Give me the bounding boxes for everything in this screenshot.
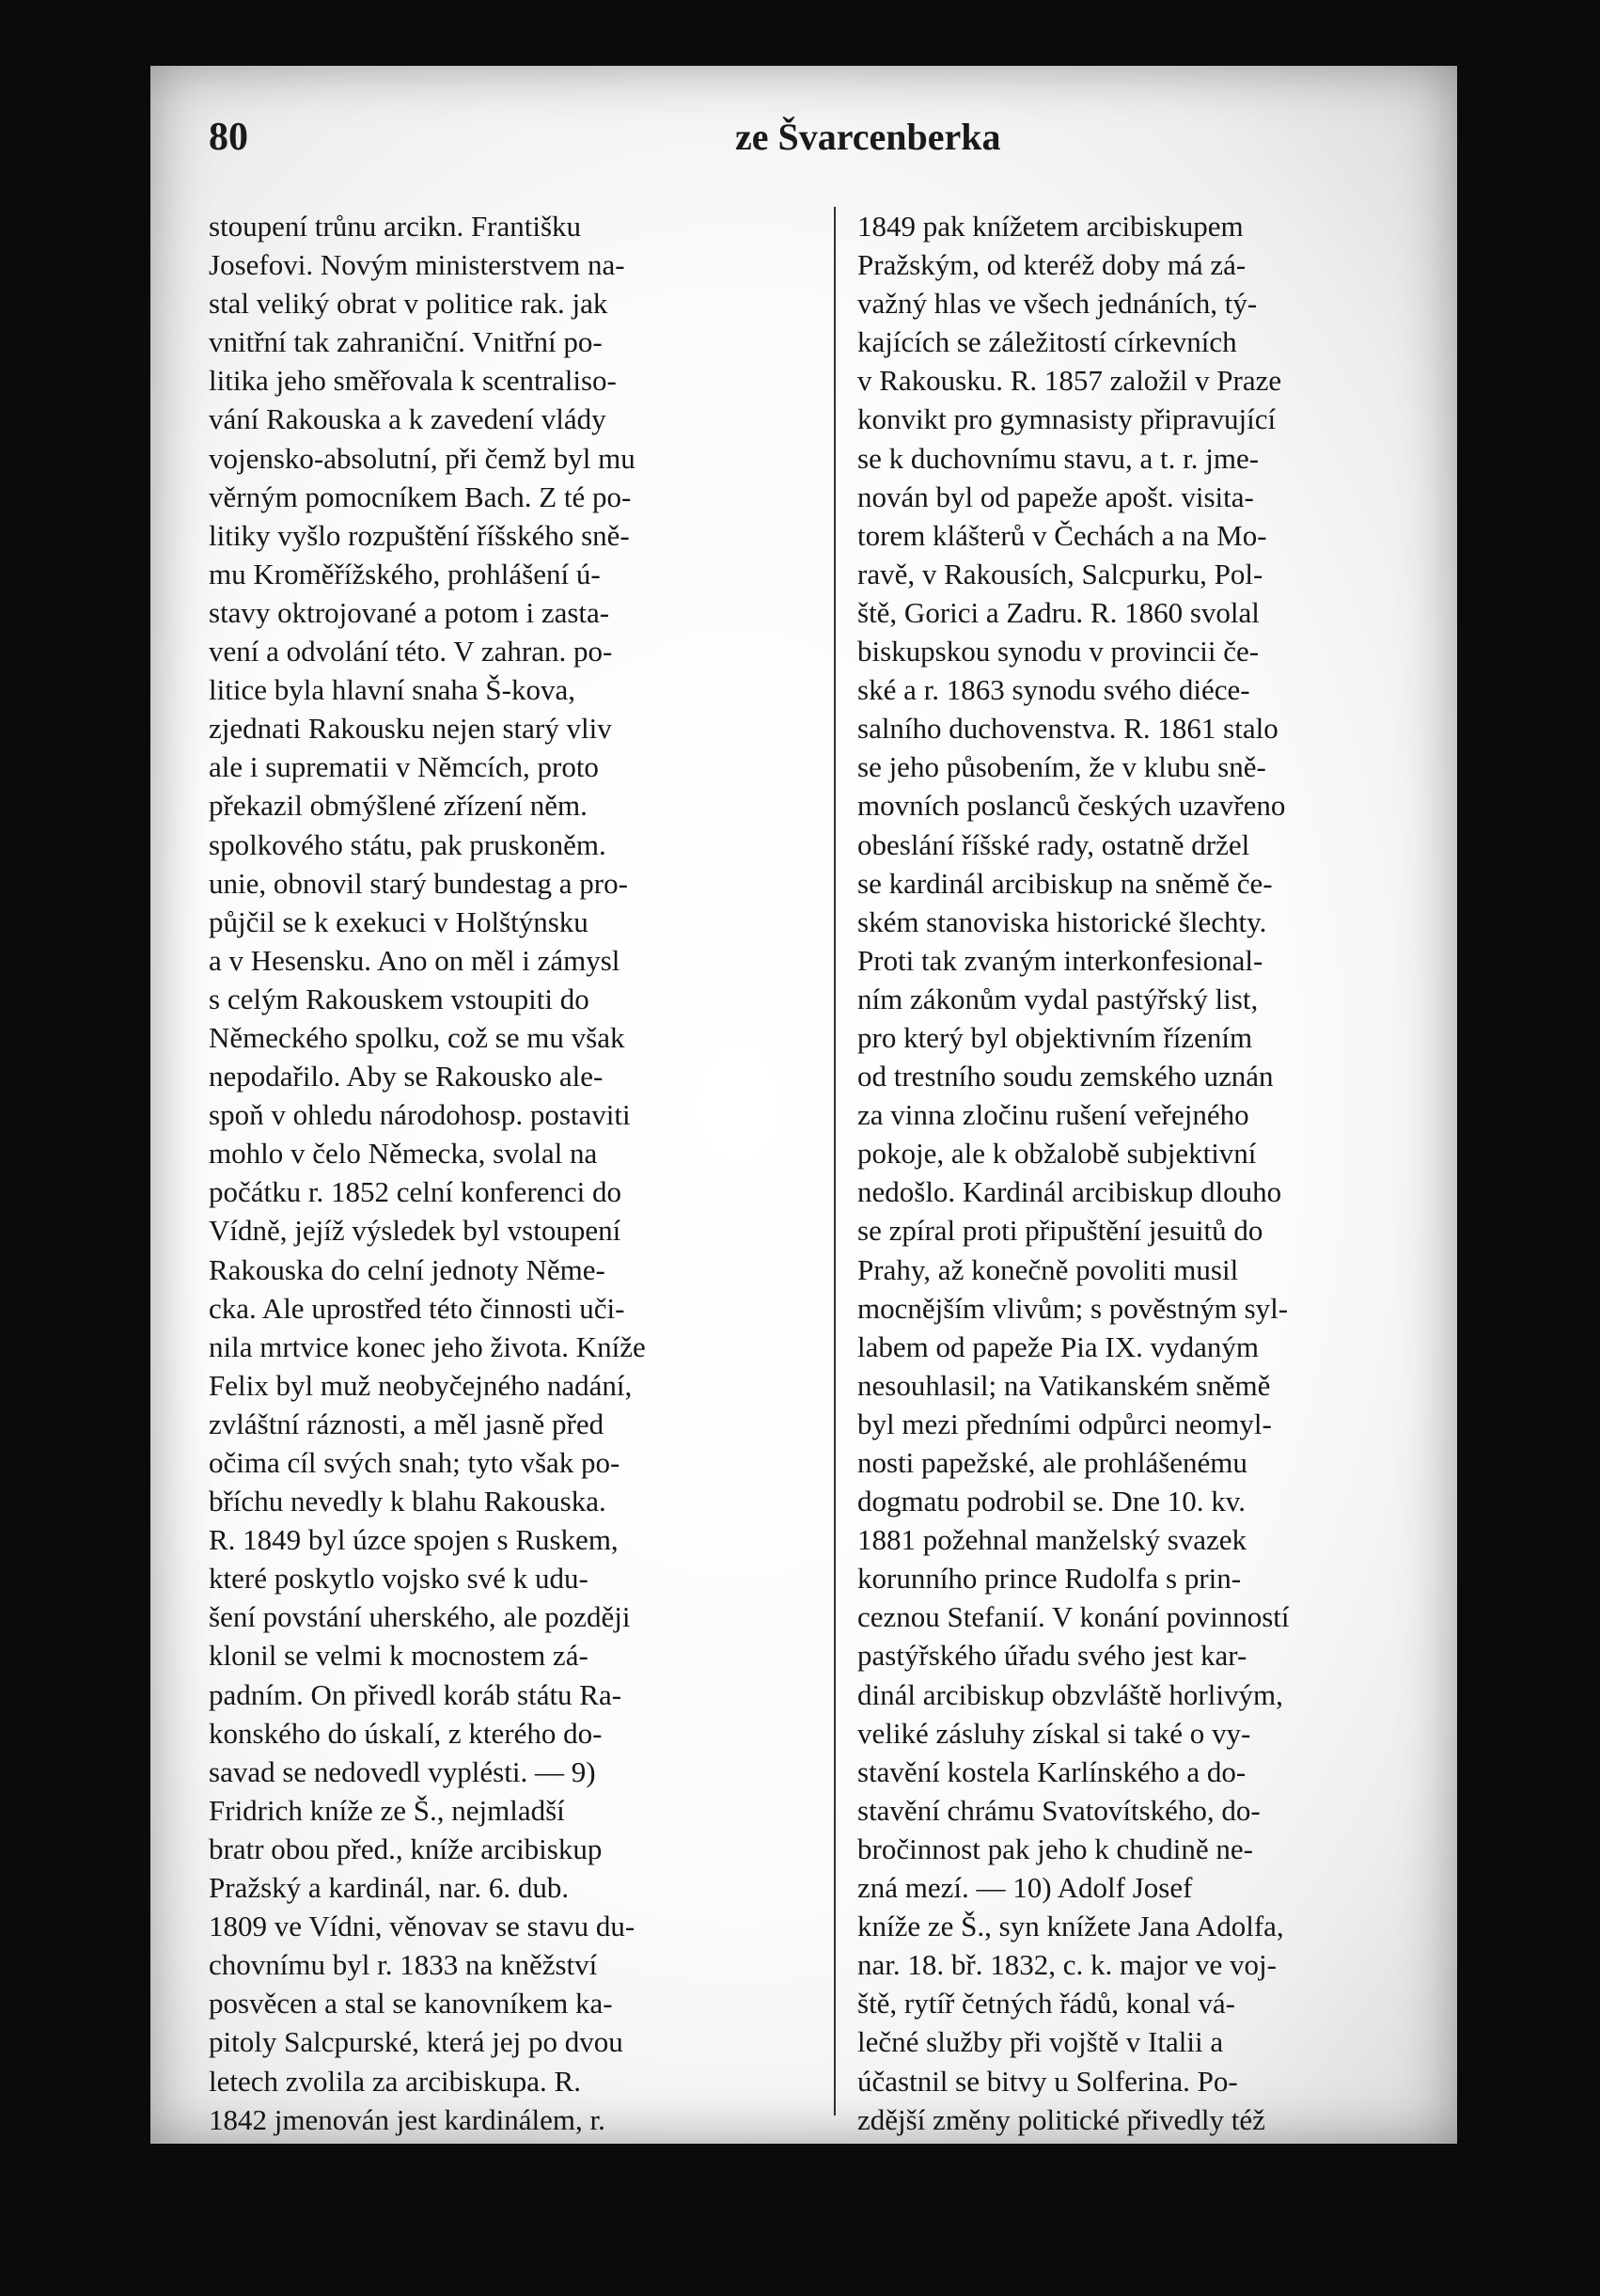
text-line: věrným pomocníkem Bach. Z té po- [209, 480, 632, 513]
text-line: nesouhlasil; na Vatikanském sněmě [857, 1368, 1271, 1402]
text-line: od trestního soudu zemského uznán [857, 1060, 1274, 1093]
text-line: se zpíral proti připuštění jesuitů do [857, 1214, 1263, 1248]
text-line: půjčil se k exekuci v Holštýnsku [209, 904, 588, 938]
running-title: ze Švarcenberka [735, 116, 1001, 158]
text-line: Prahy, až konečně povoliti musil [857, 1252, 1239, 1286]
text-line: nepodařilo. Aby se Rakousko ale- [209, 1060, 604, 1093]
text-line: překazil obmýšlené zřízení něm. [209, 789, 588, 823]
text-line: ské a r. 1863 synodu svého diéce- [857, 673, 1250, 707]
text-line: letech zvolila za arcibiskupa. R. [209, 2064, 581, 2098]
text-line: stoupení trůnu arcikn. Františku [209, 210, 582, 243]
text-line: pokoje, ale k obžalobě subjektivní [857, 1137, 1257, 1171]
text-line: lečné služby při vojště v Italii a [857, 2025, 1224, 2059]
text-line: nila mrtvice konec jeho života. Kníže [209, 1329, 646, 1363]
text-line: posvěcen a stal se kanovníkem ka- [209, 1987, 613, 2021]
page-number: 80 [209, 116, 248, 159]
text-line: konského do úskalí, z kterého do- [209, 1716, 603, 1750]
text-line: Fridrich kníže ze Š., nejmladší [209, 1793, 565, 1827]
text-line: labem od papeže Pia IX. vydaným [857, 1329, 1259, 1363]
column-divider [834, 207, 836, 2115]
text-line: se jeho působením, že v klubu sně- [857, 750, 1266, 784]
text-line: 1881 požehnal manželský svazek [857, 1523, 1247, 1557]
text-line: zjednati Rakousku nejen starý vliv [209, 712, 612, 746]
text-line: pro který byl objektivním řízením [857, 1020, 1253, 1054]
text-line: litika jeho směřovala k scentraliso- [209, 364, 617, 398]
text-line: vání Rakouska a k zavedení vlády [209, 402, 606, 436]
text-line: Německého spolku, což se mu však [209, 1020, 625, 1054]
text-line: padním. On přivedl koráb státu Ra- [209, 1677, 622, 1711]
text-line: ště, rytíř četných řádů, konal vá- [857, 1987, 1235, 2021]
book-page [150, 66, 1457, 2144]
text-line: stavění kostela Karlínského a do- [857, 1754, 1247, 1788]
text-line: se kardinál arcibiskup na sněmě če- [857, 866, 1273, 900]
text-line: očima cíl svých snah; tyto však po- [209, 1446, 620, 1479]
text-line: Josefovi. Novým ministerstvem na- [209, 248, 625, 282]
text-line: 1849 pak knížetem arcibiskupem [857, 210, 1244, 243]
text-line: ském stanoviska historické šlechty. [857, 904, 1267, 938]
text-line: se k duchovnímu stavu, a t. r. jme- [857, 441, 1260, 475]
text-line: zná mezí. — 10) Adolf Josef [857, 1871, 1193, 1905]
left-column [209, 207, 810, 2139]
text-line: počátku r. 1852 celní konferenci do [209, 1175, 622, 1209]
text-line: byl mezi předními odpůrci neomyl- [857, 1407, 1272, 1440]
text-line: Pražský a kardinál, nar. 6. dub. [209, 1871, 570, 1905]
text-line: a v Hesensku. Ano on měl i zámysl [209, 943, 620, 977]
text-line: korunního prince Rudolfa s prin- [857, 1562, 1242, 1596]
text-line: stal veliký obrat v politice rak. jak [209, 287, 608, 321]
text-line: mu Kroměřížského, prohlášení ú- [209, 557, 601, 590]
text-line: šení povstání uherského, ale později [209, 1600, 631, 1634]
text-line: Rakouska do celní jednoty Něme- [209, 1252, 605, 1286]
text-line: važný hlas ve všech jednáních, tý- [857, 287, 1258, 321]
text-line: bříchu nevedly k blahu Rakouska. [209, 1485, 606, 1518]
text-line: bratr obou před., kníže arcibiskup [209, 1832, 603, 1865]
text-line: torem klášterů v Čechách a na Mo- [857, 518, 1267, 552]
text-line: Vídně, jejíž výsledek byl vstoupení [209, 1214, 621, 1248]
text-line: vení a odvolání této. V zahran. po- [209, 635, 613, 668]
text-line: konvikt pro gymnasisty připravující [857, 402, 1277, 436]
text-line: účastnil se bitvy u Solferina. Po- [857, 2064, 1238, 2098]
text-line: vnitřní tak zahraniční. Vnitřní po- [209, 325, 603, 359]
text-line: ním zákonům vydal pastýřský list, [857, 982, 1259, 1015]
running-head [209, 115, 1420, 162]
text-line: veliké zásluhy získal si také o vy- [857, 1716, 1251, 1750]
text-line: savad se nedovedl vyplésti. — 9) [209, 1754, 596, 1788]
text-line: ště, Gorici a Zadru. R. 1860 svolal [857, 595, 1260, 629]
text-line: litice byla hlavní snaha Š-kova, [209, 673, 575, 707]
text-line: biskupskou synodu v provincii če- [857, 635, 1260, 668]
text-line: zdější změny politické přivedly též [857, 2102, 1265, 2136]
text-line: ale i suprematii v Němcích, proto [209, 750, 599, 784]
text-line: chovnímu byl r. 1833 na kněžství [209, 1948, 598, 1982]
text-line: Proti tak zvaným interkonfesional- [857, 943, 1263, 977]
text-line: dinál arcibiskup obzvláště horlivým, [857, 1677, 1283, 1711]
text-line: kníže ze Š., syn knížete Jana Adolfa, [857, 1910, 1284, 1943]
text-line: za vinna zločinu rušení veřejného [857, 1098, 1249, 1132]
text-line: pitoly Salcpurské, která jej po dvou [209, 2025, 623, 2059]
text-line: v Rakousku. R. 1857 založil v Praze [857, 364, 1282, 398]
text-line: obeslání říšské rady, ostatně držel [857, 827, 1250, 861]
text-line: nedošlo. Kardinál arcibiskup dlouho [857, 1175, 1282, 1209]
text-line: dogmatu podrobil se. Dne 10. kv. [857, 1485, 1246, 1518]
text-line: mocnějším vlivům; s pověstným syl- [857, 1291, 1289, 1325]
text-line: ravě, v Rakousích, Salcpurku, Pol- [857, 557, 1263, 590]
text-line: s celým Rakouskem vstoupiti do [209, 982, 589, 1015]
text-line: nosti papežské, ale prohlášenému [857, 1446, 1247, 1479]
text-line: spolkového státu, pak pruskoněm. [209, 827, 606, 861]
text-line: litiky vyšlo rozpuštění říšského sně- [209, 518, 630, 552]
text-line: cka. Ale uprostřed této činnosti uči- [209, 1291, 625, 1325]
text-line: zvláštní ráznosti, a měl jasně před [209, 1407, 604, 1440]
text-line: R. 1849 byl úzce spojen s Ruskem, [209, 1523, 619, 1557]
text-line: 1842 jmenován jest kardinálem, r. [209, 2102, 605, 2136]
text-line: Felix byl muž neobyčejného nadání, [209, 1368, 633, 1402]
text-line: Pražským, od kteréž doby má zá- [857, 248, 1247, 282]
text-line: ceznou Stefanií. V konání povinností [857, 1600, 1290, 1634]
text-line: klonil se velmi k mocnostem zá- [209, 1639, 588, 1673]
text-line: vojensko-absolutní, při čemž byl mu [209, 441, 635, 475]
text-line: mohlo v čelo Německa, svolal na [209, 1137, 598, 1171]
text-line: 1809 ve Vídni, věnovav se stavu du- [209, 1910, 635, 1943]
text-columns [209, 207, 1440, 2136]
text-line: movních poslanců českých uzavřeno [857, 789, 1286, 823]
text-line: stavění chrámu Svatovítského, do- [857, 1793, 1261, 1827]
text-line: které poskytlo vojsko své k udu- [209, 1562, 588, 1596]
text-line: unie, obnovil starý bundestag a pro- [209, 866, 628, 900]
text-line: nován byl od papeže apošt. visita- [857, 480, 1254, 513]
text-line: stavy oktrojované a potom i zasta- [209, 595, 610, 629]
text-line: bročinnost pak jeho k chudině ne- [857, 1832, 1253, 1865]
text-line: salního duchovenstva. R. 1861 stalo [857, 712, 1278, 746]
text-line: nar. 18. bř. 1832, c. k. major ve voj- [857, 1948, 1277, 1982]
text-line: kajících se záležitostí církevních [857, 325, 1237, 359]
right-column [857, 207, 1457, 2139]
text-line: spoň v ohledu národohosp. postaviti [209, 1098, 631, 1132]
text-line: pastýřského úřadu svého jest kar- [857, 1639, 1247, 1673]
